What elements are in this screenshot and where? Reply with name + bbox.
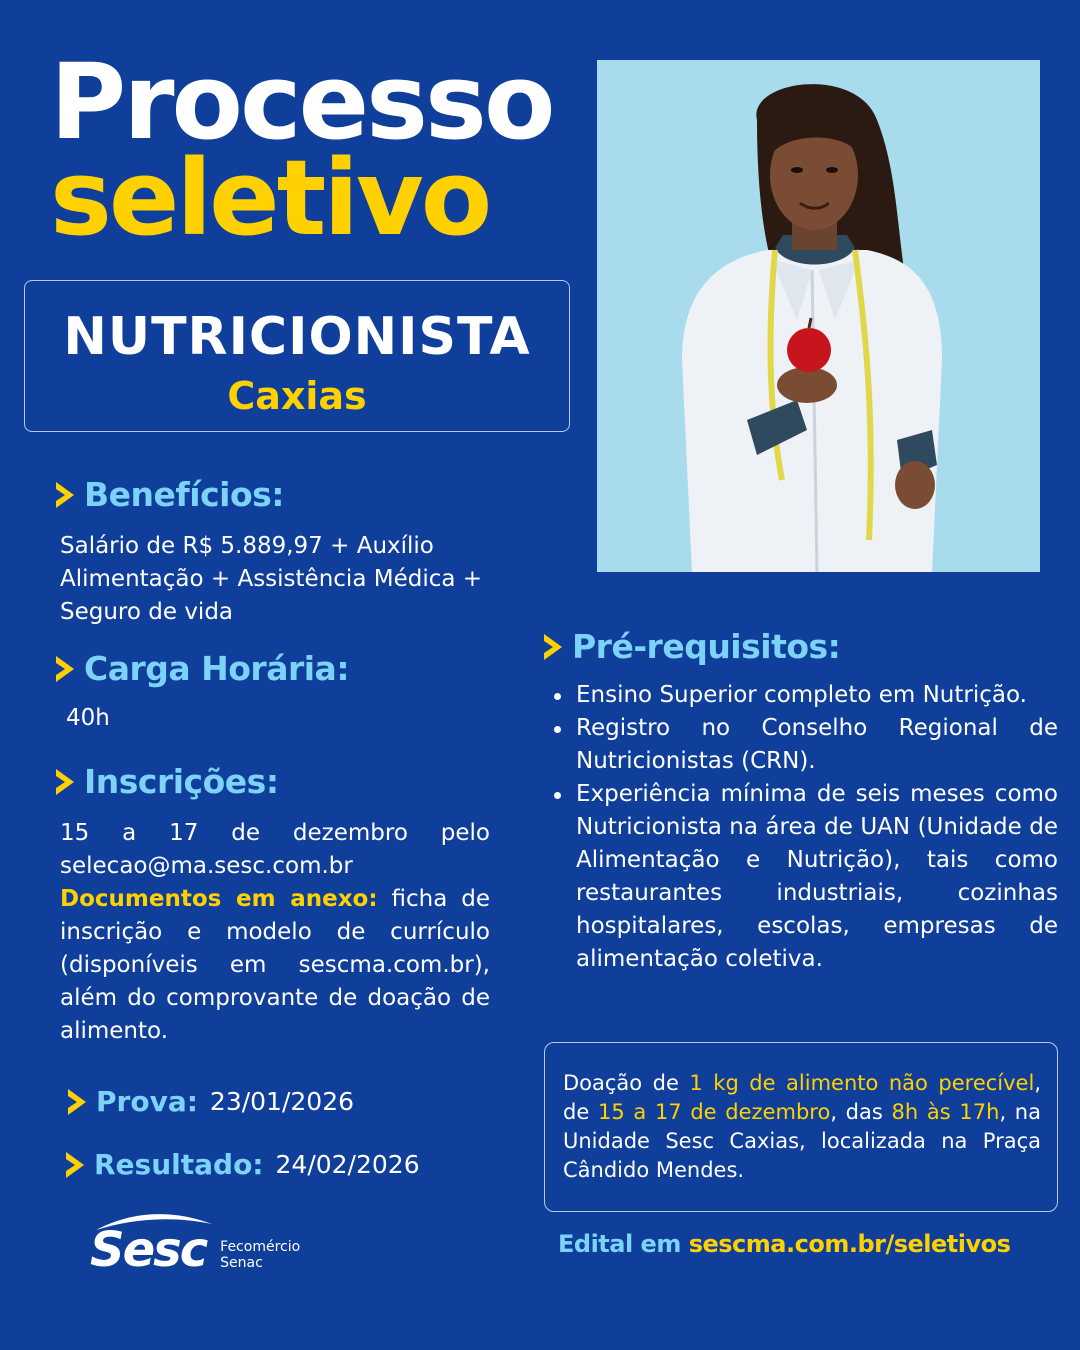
exam-label: Prova: (96, 1085, 198, 1118)
result-date: 24/02/2026 (275, 1150, 420, 1179)
requirements-heading (540, 627, 841, 666)
workload-heading (52, 649, 350, 688)
nutritionist-photo (597, 60, 1040, 572)
workload-value: 40h (66, 705, 110, 731)
donation-highlight: 1 kg de alimento não perecível (689, 1071, 1035, 1095)
logo-brand: Sesc (90, 1222, 207, 1278)
donation-text (563, 1069, 1041, 1185)
donation-part: , das (830, 1100, 892, 1124)
exam-row (64, 1085, 354, 1118)
chevron-right-icon (540, 631, 568, 663)
registration-heading (52, 762, 279, 801)
chevron-right-icon (64, 1086, 92, 1118)
registration-heading-text: Inscrições: (84, 762, 279, 801)
chevron-right-icon (62, 1149, 90, 1181)
chevron-right-icon (52, 766, 80, 798)
result-label: Resultado: (94, 1148, 264, 1181)
title-line-2: seletivo (50, 137, 490, 259)
benefits-heading-text: Benefícios: (84, 475, 284, 514)
documents-label: Documentos em anexo: (60, 886, 378, 912)
registration-dates: 15 a 17 de dezembro pelo selecao@ma.sesc.com.br (60, 820, 490, 879)
requirement-item: Registro no Conselho Regional de Nutricionistas (CRN). (548, 712, 1058, 778)
requirement-item: Ensino Superior completo em Nutrição. (548, 679, 1058, 712)
requirement-item: Experiência mínima de seis meses como Nutricionista na área de UAN (Unidade de Alimentação e Nutrição), tais como restaurantes industriais, cozinhas hospitalares, escolas, empresas de alimentação coletiva. (548, 778, 1058, 976)
sesc-wordmark (90, 1222, 206, 1278)
role-title: NUTRICIONISTA (63, 307, 531, 367)
workload-heading-text: Carga Horária: (84, 649, 350, 688)
result-row (62, 1148, 420, 1181)
donation-part: , na Unidade Sesc Caxias, localizada na Praça Cândido Mendes. (563, 1100, 1041, 1182)
edital-line (558, 1230, 1010, 1258)
logo-partner-2: Senac (220, 1255, 263, 1271)
edital-link[interactable]: sescma.com.br/seletivos (688, 1230, 1011, 1258)
sesc-logo (90, 1222, 300, 1278)
donation-part: , de (563, 1071, 1041, 1124)
donation-part: Doação de (563, 1071, 690, 1095)
registration-text (60, 817, 490, 1048)
logo-partner-1: Fecomércio (220, 1239, 301, 1255)
donation-highlight: 15 a 17 de dezembro (597, 1100, 831, 1124)
donation-highlight: 8h às 17h (891, 1100, 1000, 1124)
benefits-text: Salário de R$ 5.889,97 + Auxílio Alimentação + Assistência Médica + Seguro de vida (60, 533, 483, 625)
exam-date: 23/01/2026 (209, 1087, 355, 1116)
logo-partners (220, 1239, 300, 1271)
benefits-heading (52, 475, 284, 514)
nutritionist-illustration (597, 60, 1040, 572)
donation-box (544, 1042, 1058, 1212)
requirements-list (548, 679, 1058, 976)
role-box (24, 280, 570, 432)
chevron-right-icon (52, 653, 80, 685)
title-line-1: Processo (50, 41, 553, 163)
edital-prefix: Edital em (558, 1230, 689, 1258)
city-name: Caxias (227, 374, 367, 418)
documents-text: ficha de inscrição e modelo de currículo (disponíveis em sescma.com.br), além do comprovante de doação de alimento. (60, 886, 490, 1044)
logo-swoosh-icon (94, 1210, 214, 1232)
requirements-heading-text: Pré-requisitos: (572, 627, 841, 666)
chevron-right-icon (52, 479, 80, 511)
